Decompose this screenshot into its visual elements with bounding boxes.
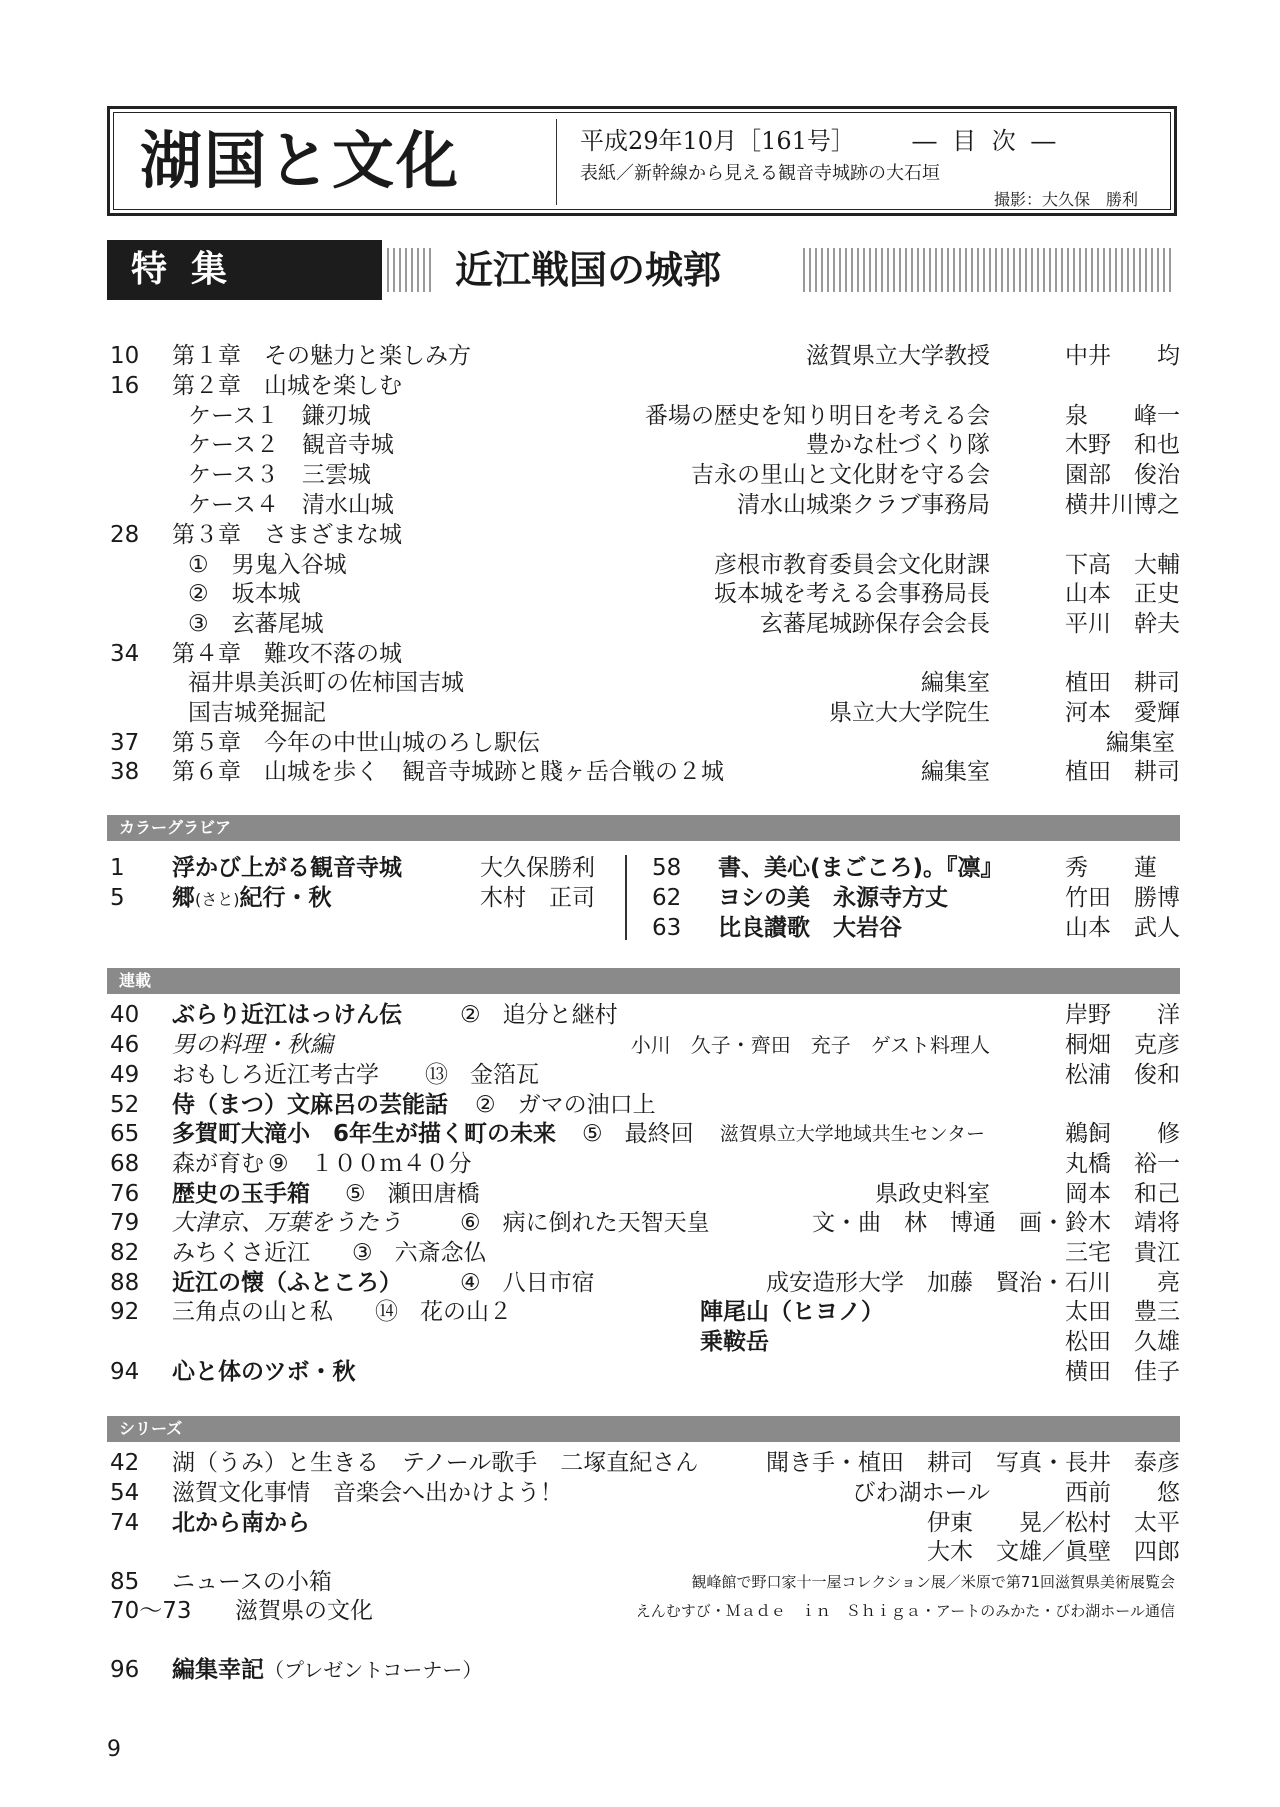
item-affiliation: 坂本城を考える会事務局長: [714, 581, 990, 607]
item-subtitle: 六斎念仏: [394, 1240, 487, 1266]
item-author: 下高 大輔: [1065, 552, 1180, 578]
item-author: 横井川博之: [1065, 492, 1180, 518]
item-title: 福井県美浜町の佐柿国吉城: [188, 670, 464, 696]
page-num: 74: [110, 1510, 140, 1536]
item-author: 大久保勝利: [480, 855, 595, 881]
list-item[interactable]: [0, 579, 1280, 609]
stripe-decoration-right: [803, 248, 1175, 292]
list-item[interactable]: [0, 1149, 1280, 1179]
list-item[interactable]: [0, 1179, 1280, 1209]
item-author: 太田 豊三: [1065, 1299, 1180, 1325]
item-affiliation: 編集室: [921, 759, 990, 785]
list-item[interactable]: [0, 1297, 1280, 1327]
item-title: 第５章 今年の中世山城のろし駅伝: [172, 730, 540, 756]
issue-date: 平成29年10月［161号］: [580, 127, 855, 155]
item-author: 松浦 俊和: [1065, 1062, 1180, 1088]
item-author: 平川 幹夫: [1065, 611, 1180, 637]
item-author: 植田 耕司: [1065, 759, 1180, 785]
page-num: 40: [110, 1002, 140, 1028]
item-affiliation: 乗鞍岳: [700, 1329, 769, 1355]
item-author: 丸橋 裕一: [1065, 1151, 1180, 1177]
page-num: 52: [110, 1092, 140, 1118]
page-num: 96: [110, 1657, 140, 1683]
item-subtitle-group: [352, 1238, 487, 1268]
list-item[interactable]: [0, 728, 1280, 758]
item-title: ケース２ 観音寺城: [188, 432, 394, 458]
page-num: 70〜73: [110, 1598, 192, 1624]
item-affiliation: 豊かな杜づくり隊: [806, 432, 990, 458]
list-item[interactable]: [0, 668, 1280, 698]
item-affiliation: 番場の歴史を知り明日を考える会: [645, 403, 990, 429]
item-title: 心と体のツボ・秋: [172, 1359, 356, 1385]
page-num: 16: [110, 373, 140, 399]
item-title: 滋賀県の文化: [235, 1598, 373, 1624]
item-title: 第４章 難攻不落の城: [172, 641, 402, 667]
item-subtitle: 花の山２: [420, 1299, 512, 1325]
list-item[interactable]: [0, 1090, 1280, 1120]
item-title: 森が育む: [172, 1151, 264, 1177]
item-affiliation: 成安造形大学 加藤 賢治・: [766, 1270, 1065, 1296]
item-author: 石川 亮: [1065, 1270, 1180, 1296]
list-item[interactable]: [0, 1448, 1280, 1478]
item-title: 滋賀文化事情 音楽会へ出かけよう！: [172, 1480, 563, 1506]
item-subtitle-group: [582, 1119, 694, 1149]
item-title: 書、美心(まごころ)。『凛』: [718, 855, 1004, 881]
list-item[interactable]: [0, 550, 1280, 580]
list-item[interactable]: [0, 1238, 1280, 1268]
item-subtitle: １００ｍ４０分: [310, 1151, 472, 1177]
item-title: 歴史の玉手箱: [172, 1181, 310, 1207]
item-affiliation: びわ湖ホール: [852, 1480, 990, 1506]
item-title: ケース１ 鎌刃城: [188, 403, 371, 429]
item-author: 山本 正史: [1065, 581, 1180, 607]
item-affiliation: 清水山城楽クラブ事務局: [737, 492, 990, 518]
item-author: 河本 愛輝: [1065, 700, 1180, 726]
list-item[interactable]: [0, 341, 1280, 371]
item-title: 侍（まつ）文麻呂の芸能話: [172, 1092, 448, 1118]
list-item[interactable]: [0, 698, 1280, 728]
cover-caption: 表紙／新幹線から見える観音寺城跡の大石垣: [580, 163, 940, 184]
episode-num: ⑤: [345, 1181, 366, 1207]
page-number: 9: [107, 1737, 121, 1762]
list-item[interactable]: [0, 913, 1280, 943]
item-affiliation: 伊東 晃／: [927, 1510, 1065, 1536]
page-num: 94: [110, 1359, 140, 1385]
page-num: 5: [110, 885, 125, 911]
page-num: 10: [110, 343, 140, 369]
item-subtitle: 最終回: [624, 1121, 694, 1147]
page-num: 65: [110, 1121, 140, 1147]
item-title: ③ 玄蕃尾城: [188, 611, 324, 637]
item-title: [172, 1655, 482, 1685]
item-author: 横田 佳子: [1065, 1359, 1180, 1385]
photo-credit: 撮影：大久保 勝利: [993, 190, 1138, 209]
list-item[interactable]: [0, 1478, 1280, 1508]
item-affiliation: 県立大大学院生: [829, 700, 990, 726]
item-author: 泉 峰一: [1065, 403, 1180, 429]
list-item[interactable]: [0, 1030, 1280, 1060]
item-affiliation: 玄蕃尾城跡保存会会長: [760, 611, 990, 637]
item-author: 木村 正司: [480, 885, 595, 911]
title-reading: (さと): [195, 890, 240, 909]
list-item[interactable]: [0, 639, 1280, 669]
item-subtitle-group: [460, 1327, 482, 1357]
item-affiliation: 陣尾山（ヒヨノ）: [700, 1299, 884, 1325]
list-item[interactable]: [0, 1537, 1280, 1567]
list-item[interactable]: [0, 853, 1280, 883]
section-bar-series: シリーズ: [107, 1416, 1180, 1442]
item-author: 竹田 勝博: [1065, 885, 1180, 911]
item-note: 観峰館で野口家十一屋コレクション展／米原で第71回滋賀県美術展覧会: [691, 1573, 1175, 1591]
item-subtitle-group: [345, 1179, 480, 1209]
item-subtitle: 追分と継村: [502, 1002, 618, 1028]
item-title: 第３章 さまざまな城: [172, 522, 402, 548]
item-affiliation: 吉永の里山と文化財を守る会: [691, 462, 990, 488]
episode-num: ②: [460, 1002, 481, 1028]
page-num: 58: [652, 855, 682, 881]
item-affiliation: 編集室: [921, 670, 990, 696]
episode-num: ⑬: [425, 1062, 448, 1088]
item-title: 浮かび上がる観音寺城: [172, 855, 402, 881]
item-affiliation: 県政史料室: [875, 1181, 990, 1207]
item-title: ② 坂本城: [188, 581, 301, 607]
item-title: ヨシの美 永源寺方丈: [718, 885, 948, 911]
item-affiliation: 小川 久子・齊田 充子 ゲスト料理人: [630, 1033, 990, 1057]
item-subtitle-group: [475, 1090, 656, 1120]
item-author: 植田 耕司: [1065, 670, 1180, 696]
item-title: おもしろ近江考古学: [172, 1062, 379, 1088]
header-box: [107, 106, 1177, 216]
page-num: 62: [652, 885, 682, 911]
item-subtitle: ガマの油口上: [517, 1092, 656, 1118]
page-num: 79: [110, 1210, 140, 1236]
item-author: 松村 太平: [1065, 1510, 1180, 1536]
item-author: 編集室: [1106, 730, 1175, 756]
item-subtitle: 病に倒れた天智天皇: [502, 1210, 710, 1236]
page-num: 34: [110, 641, 140, 667]
page-num: 63: [652, 915, 682, 941]
page-num: 46: [110, 1032, 140, 1058]
title-part: 紀行・秋: [239, 885, 332, 911]
list-item[interactable]: [0, 883, 1280, 913]
list-item[interactable]: [0, 460, 1280, 490]
item-title: 多賀町大滝小 6年生が描く町の未来: [172, 1121, 557, 1147]
episode-num: ⑤: [582, 1121, 603, 1147]
item-affiliation: 文・曲 林 博通 画・: [812, 1210, 1065, 1236]
item-affiliation: 滋賀県立大学地域共生センター: [719, 1123, 985, 1145]
item-subtitle-group: [460, 1208, 710, 1238]
stripe-decoration-left: [387, 248, 435, 292]
episode-num: ④: [460, 1270, 481, 1296]
item-subtitle-group: [460, 1357, 482, 1387]
page-num: 92: [110, 1299, 140, 1325]
list-item[interactable]: [0, 757, 1280, 787]
section-bar-serial: 連載: [107, 968, 1180, 994]
item-subtitle-group: [425, 1060, 539, 1090]
magazine-logo: 湖国と文化: [140, 124, 461, 197]
item-author: 西前 悠: [1065, 1480, 1180, 1506]
list-item[interactable]: [0, 1357, 1280, 1387]
item-subtitle-group: [460, 1030, 482, 1060]
item-subtitle-group: [460, 1268, 595, 1298]
item-title: 湖（うみ）と生きる テノール歌手 二塚直紀さん: [172, 1450, 699, 1476]
list-item[interactable]: [0, 490, 1280, 520]
item-author: 岡本 和己: [1065, 1181, 1180, 1207]
item-author: 鈴木 靖将: [1065, 1210, 1180, 1236]
page-num: 42: [110, 1450, 140, 1476]
list-item[interactable]: [0, 1567, 1280, 1597]
item-affiliation: 滋賀県立大学教授: [806, 343, 990, 369]
page-num: 1: [110, 855, 125, 881]
item-title: 第６章 山城を歩く 観音寺城跡と賤ヶ岳合戦の２城: [172, 759, 724, 785]
item-title: 第１章 その魅力と楽しみ方: [172, 343, 471, 369]
page-num: 37: [110, 730, 140, 756]
item-title: みちくさ近江: [172, 1240, 310, 1266]
page-num: 82: [110, 1240, 140, 1266]
issue-line: [580, 121, 1059, 156]
list-item[interactable]: [0, 430, 1280, 460]
page-num: 85: [110, 1569, 140, 1595]
item-author: 眞壁 四郎: [1065, 1539, 1180, 1565]
item-title: 大津京、万葉をうたう: [172, 1210, 402, 1236]
feature-title: 近江戦国の城郭: [455, 247, 722, 292]
item-title: ケース４ 清水山城: [188, 492, 394, 518]
item-title: ケース３ 三雲城: [188, 462, 371, 488]
item-author: 園部 俊治: [1065, 462, 1180, 488]
item-author: 松田 久雄: [1065, 1329, 1180, 1355]
title-sub: （プレゼントコーナー）: [264, 1658, 483, 1682]
list-item[interactable]: [0, 1268, 1280, 1298]
list-item[interactable]: [0, 1000, 1280, 1030]
list-item[interactable]: [0, 1060, 1280, 1090]
item-title: 第２章 山城を楽しむ: [172, 373, 402, 399]
item-title: 北から南から: [172, 1510, 310, 1536]
item-title: 国吉城発掘記: [188, 700, 326, 726]
page-num: 68: [110, 1151, 140, 1177]
header-divider: [556, 119, 557, 205]
item-author: 桐畑 克彦: [1065, 1032, 1180, 1058]
item-subtitle: 金箔瓦: [470, 1062, 539, 1088]
item-author: 山本 武人: [1065, 915, 1180, 941]
list-item[interactable]: [0, 1119, 1280, 1149]
item-subtitle: 八日市宿: [502, 1270, 595, 1296]
item-affiliation: 彦根市教育委員会文化財課: [714, 552, 990, 578]
list-item[interactable]: [0, 1655, 1280, 1685]
item-subtitle-group: [268, 1149, 472, 1179]
item-title: ニュースの小箱: [172, 1569, 332, 1595]
page-num: 28: [110, 522, 140, 548]
list-item[interactable]: [0, 401, 1280, 431]
episode-num: ③: [352, 1240, 373, 1266]
item-affiliation: 大木 文雄／: [927, 1539, 1065, 1565]
item-subtitle: 瀬田唐橋: [387, 1181, 480, 1207]
feature-label: 特集: [107, 240, 382, 300]
toc-label: ― 目 次 ―: [912, 127, 1060, 155]
item-author: 三宅 貴江: [1065, 1240, 1180, 1266]
list-item[interactable]: [0, 371, 1280, 401]
episode-num: ⑥: [460, 1210, 481, 1236]
item-title: 三角点の山と私: [172, 1299, 333, 1325]
item-author: 木野 和也: [1065, 432, 1180, 458]
list-item[interactable]: [0, 520, 1280, 550]
page-num: 54: [110, 1480, 140, 1506]
item-subtitle-group: [375, 1297, 512, 1327]
section-bar-gravure: カラーグラビア: [107, 815, 1180, 841]
item-note: えんむすび・Ｍａｄｅ ｉｎ Ｓｈｉｇａ・アートのみかた・びわ湖ホール通信: [635, 1602, 1175, 1620]
list-item[interactable]: [0, 1327, 1280, 1357]
item-title: 近江の懐（ふところ）: [172, 1270, 402, 1296]
list-item[interactable]: [0, 609, 1280, 639]
episode-num: ⑨: [268, 1151, 289, 1177]
item-author: 長井 泰彦: [1065, 1450, 1180, 1476]
page-num: 38: [110, 759, 140, 785]
item-subtitle-group: [460, 1000, 618, 1030]
item-title: 男の料理・秋編: [172, 1032, 333, 1058]
item-author: 秀 蓮: [1065, 855, 1157, 881]
page-num: 76: [110, 1181, 140, 1207]
title-part: 郷: [172, 885, 195, 911]
list-item[interactable]: [0, 1208, 1280, 1238]
page-num: 88: [110, 1270, 140, 1296]
item-title: ① 男鬼入谷城: [188, 552, 347, 578]
item-author: 岸野 洋: [1065, 1002, 1180, 1028]
item-affiliation: 聞き手・植田 耕司 写真・: [766, 1450, 1065, 1476]
episode-num: ②: [475, 1092, 496, 1118]
title-part: 編集幸記: [172, 1657, 264, 1683]
episode-num: ⑭: [375, 1299, 398, 1325]
item-title: ぶらり近江はっけん伝: [172, 1002, 402, 1028]
item-author: 鵜飼 修: [1065, 1121, 1180, 1147]
page-num: 49: [110, 1062, 140, 1088]
item-title: 比良讃歌 大岩谷: [718, 915, 902, 941]
list-item[interactable]: [0, 1596, 1280, 1626]
item-author: 中井 均: [1065, 343, 1180, 369]
list-item[interactable]: [0, 1508, 1280, 1538]
feature-title-bar: [383, 240, 1180, 300]
